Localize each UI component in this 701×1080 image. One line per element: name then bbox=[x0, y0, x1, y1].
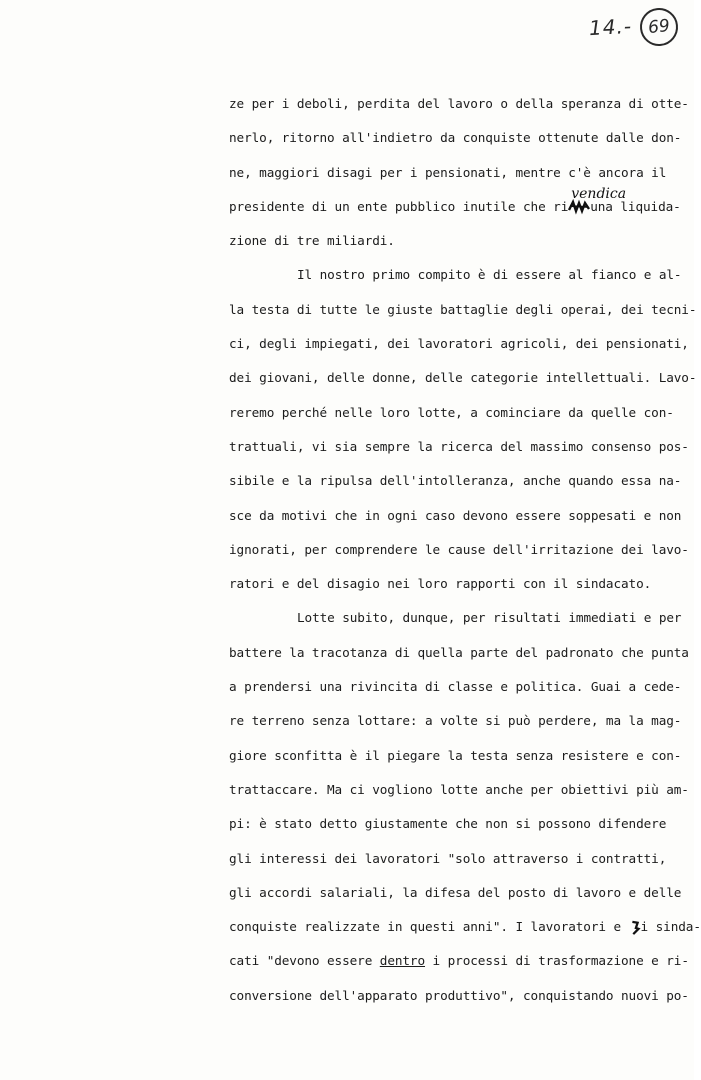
text-line: conversione dell'apparato produttivo", conquistando nuovi po- bbox=[229, 987, 689, 1003]
text-line: ratori e del disagio nei loro rapporti con il sindacato. bbox=[229, 576, 652, 592]
text-line: ne, maggiori disagi per i pensionati, mentre c'è ancora il bbox=[229, 164, 667, 180]
text-line: gli interessi dei lavoratori "solo attraverso i contratti, bbox=[229, 850, 667, 866]
text-line: la testa di tutte le giuste battaglie degli operai, dei tecni- bbox=[229, 301, 697, 317]
text-line: Lotte subito, dunque, per risultati immediati e per bbox=[297, 610, 682, 626]
text-line: giore sconfitta è il piegare la testa senza resistere e con- bbox=[229, 747, 682, 763]
text-line: re terreno senza lottare: a volte si può perdere, ma la mag- bbox=[229, 713, 682, 729]
text-line: battere la tracotanza di quella parte del padronato che punta bbox=[229, 644, 689, 660]
text-line: a prendersi una rivincita di classe e politica. Guai a cede- bbox=[229, 679, 682, 695]
ink-mark-icon bbox=[629, 921, 641, 935]
page-number-mark bbox=[589, 8, 678, 46]
text-line: ze per i deboli, perdita del lavoro o della speranza di otte- bbox=[229, 96, 689, 111]
text-line-with-underline bbox=[229, 949, 689, 983]
text-line: zione di tre miliardi. bbox=[229, 233, 395, 249]
text-line: ci, degli impiegati, dei lavoratori agricoli, dei pensionati, bbox=[229, 336, 689, 352]
text-line: sce da motivi che in ogni caso devono essere soppesati e non bbox=[229, 507, 682, 523]
handwritten-correction bbox=[568, 185, 627, 219]
handwritten-page-number: 14.- bbox=[588, 13, 633, 41]
text-line: gli accordi salariali, la difesa del posto di lavoro e delle bbox=[229, 884, 682, 900]
text-fragment: presidente di un ente pubblico inutile che ri bbox=[229, 198, 569, 214]
text-fragment: cati "devono essere bbox=[229, 953, 380, 969]
text-line: trattaccare. Ma ci vogliono lotte anche per obiettivi più am- bbox=[229, 781, 689, 797]
text-fragment: una liquida- bbox=[590, 198, 681, 214]
handwritten-insert: vendica bbox=[571, 185, 627, 202]
text-fragment: conquiste realizzate in questi anni". I lavoratori e bbox=[229, 919, 629, 935]
text-line-with-mark bbox=[229, 915, 701, 949]
text-line: ignorati, per comprendere le cause dell'irritazione dei lavo- bbox=[229, 541, 689, 557]
text-line: trattuali, vi sia sempre la ricerca del massimo consenso pos- bbox=[229, 438, 689, 454]
text-line: reremo perché nelle loro lotte, a cominciare da quelle con- bbox=[229, 404, 674, 420]
text-fragment: i processi di trasformazione e ri- bbox=[425, 953, 689, 969]
text-line-with-correction bbox=[229, 185, 681, 229]
text-fragment: i sinda- bbox=[640, 919, 701, 935]
text-line: sibile e la ripulsa dell'intolleranza, anche quando essa na- bbox=[229, 473, 682, 489]
underlined-word: dentro bbox=[379, 953, 426, 969]
typed-text bbox=[229, 92, 701, 1018]
text-line: Il nostro primo compito è di essere al fianco e al- bbox=[297, 267, 682, 283]
text-line: nerlo, ritorno all'indietro da conquiste ottenute dalle don- bbox=[229, 130, 682, 146]
text-line: pi: è stato detto giustamente che non si possono difendere bbox=[229, 816, 667, 832]
circled-page-number: 69 bbox=[638, 6, 680, 48]
text-line: dei giovani, delle donne, delle categorie intellettuali. Lavo- bbox=[229, 370, 697, 386]
